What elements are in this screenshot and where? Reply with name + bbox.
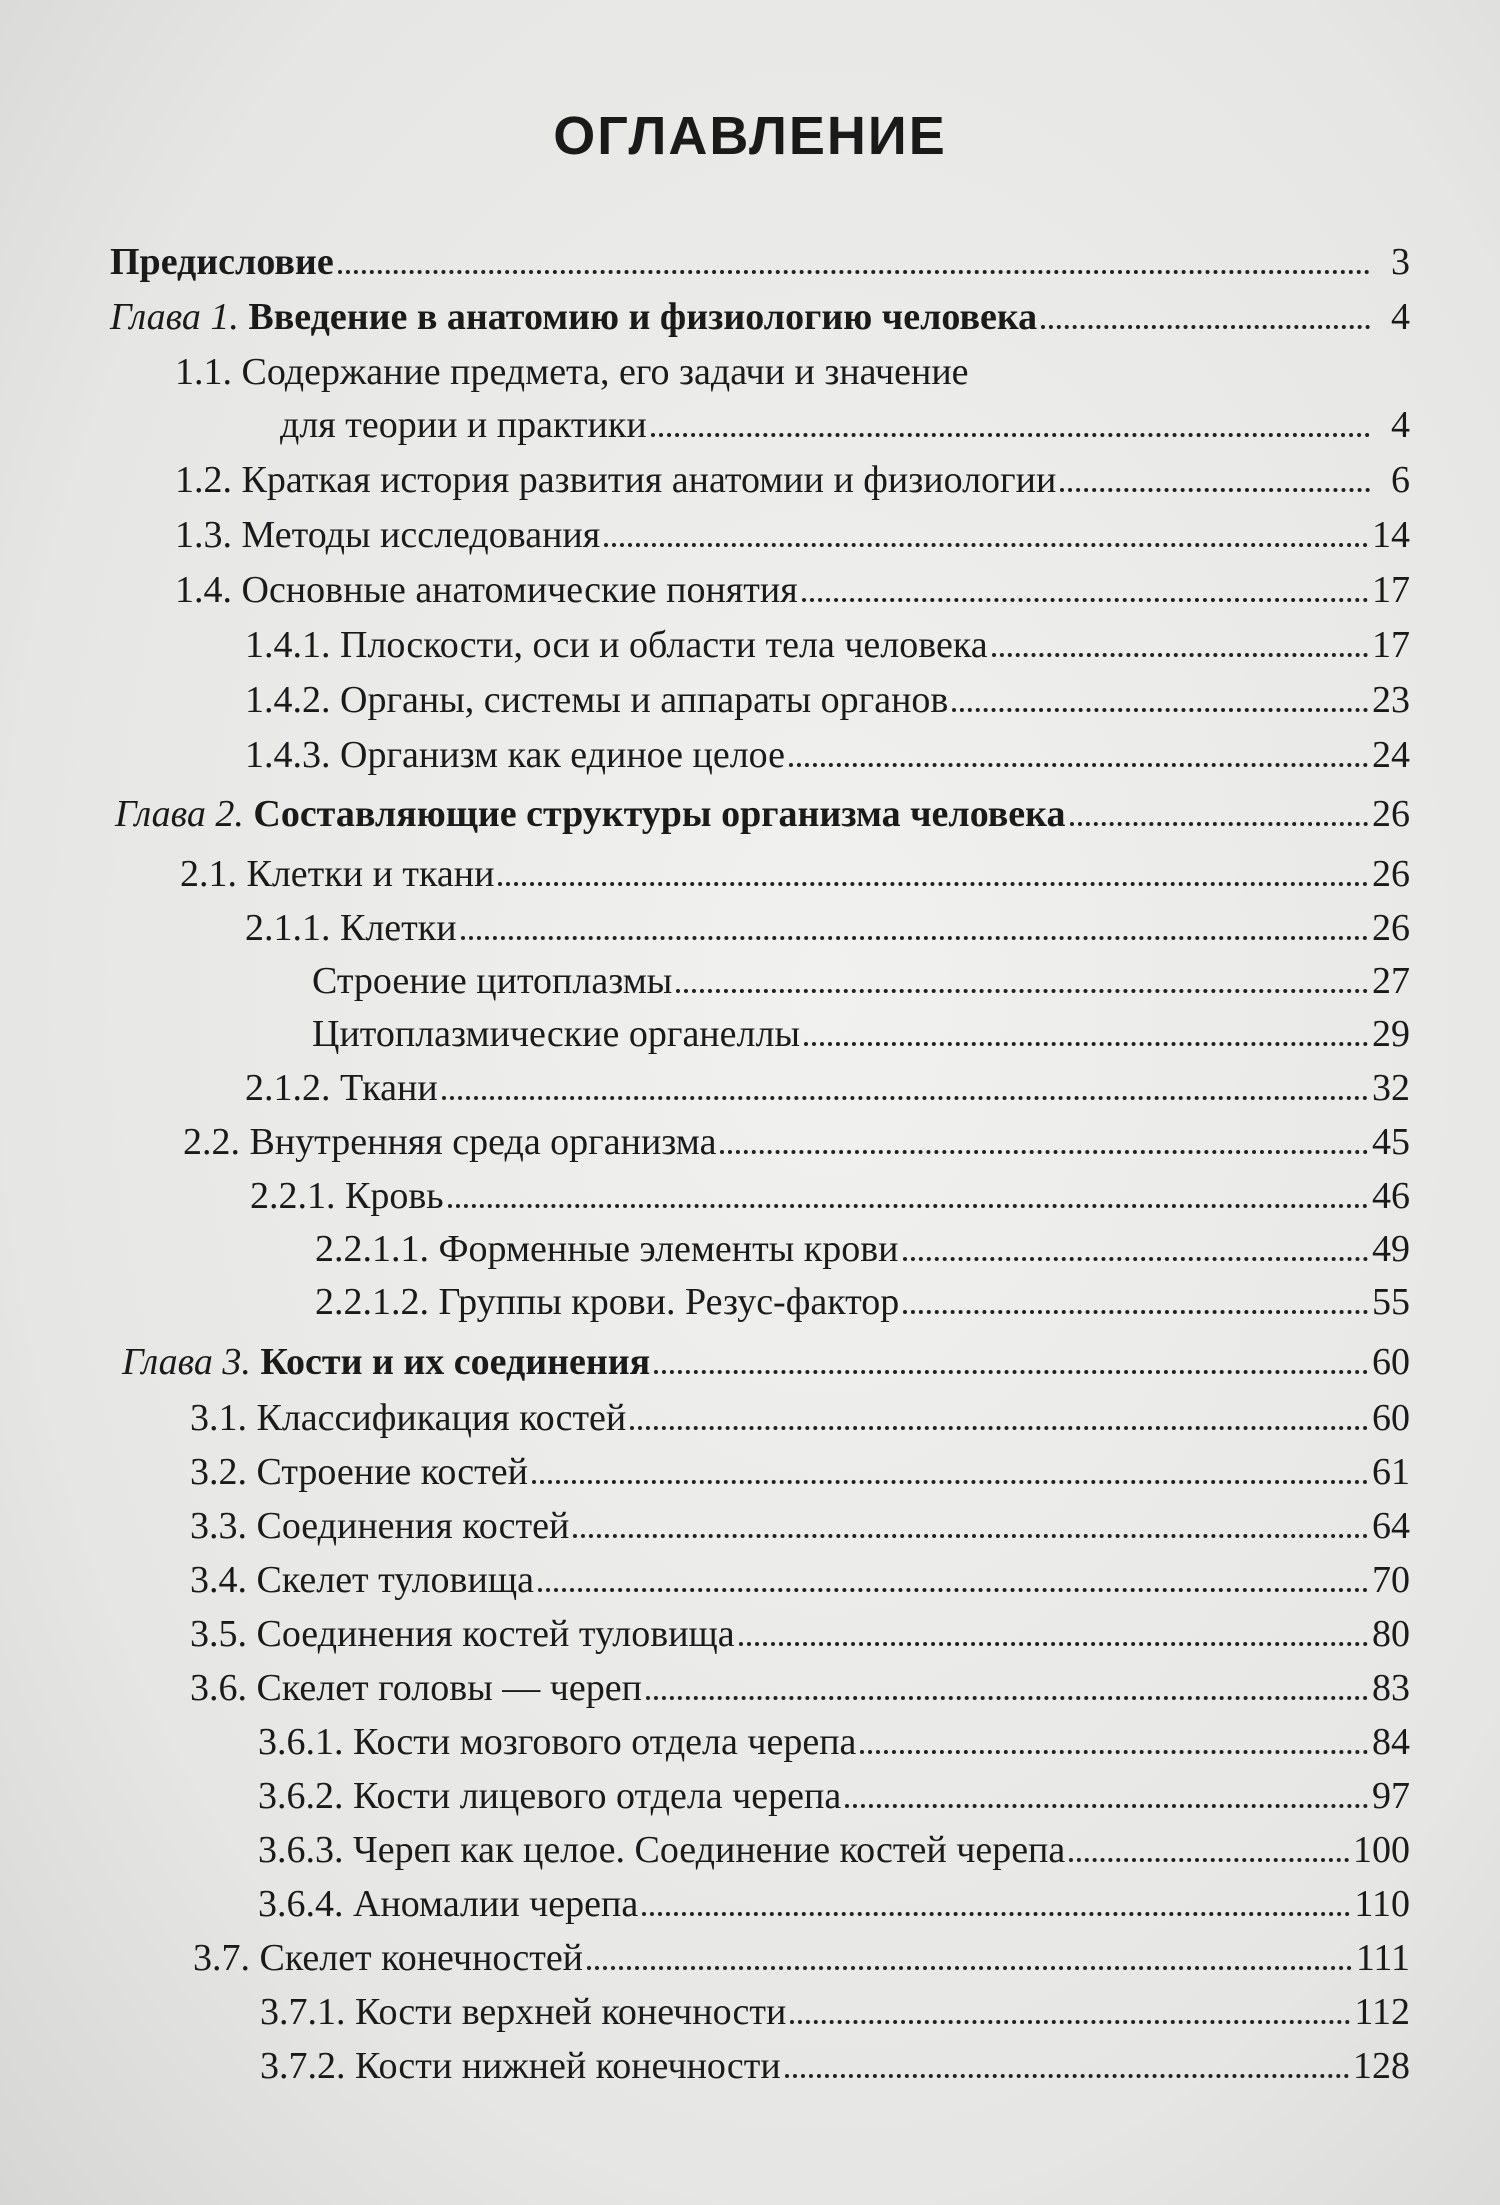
toc-entry: [312, 959, 1410, 1003]
toc-chapter-entry: [122, 1340, 1410, 1384]
leader-dots: [442, 1096, 1368, 1100]
leader-dots: [1070, 822, 1369, 826]
entry-text: 2.1.2. Ткани: [245, 1067, 438, 1109]
page-number: 84: [1372, 1721, 1410, 1763]
page-number: 4: [1391, 296, 1410, 338]
entry-text: 3.6.3. Череп как целое. Соединение костей черепа: [258, 1829, 1066, 1871]
leader-dots: [804, 1042, 1368, 1046]
leader-dots: [676, 989, 1368, 993]
page-number: 110: [1354, 1883, 1410, 1925]
leader-dots: [461, 936, 1368, 940]
entry-text: 2.2.1. Кровь: [250, 1175, 444, 1217]
leader-dots: [952, 708, 1368, 712]
page-number: 60: [1372, 1397, 1410, 1439]
page-number: 61: [1372, 1451, 1410, 1493]
toc-entry: [245, 733, 1410, 777]
page-number: 80: [1372, 1613, 1410, 1655]
entry-text: 1.4.2. Органы, системы и аппараты органов: [245, 679, 949, 721]
entry-text: 3.1. Классификация костей: [190, 1397, 627, 1439]
toc-entry: [193, 1936, 1410, 1980]
entry-text: 3.6. Скелет головы — череп: [190, 1667, 642, 1709]
entry-text-cont: для теории и практики: [280, 404, 647, 446]
entry-text: 3.3. Соединения костей: [190, 1505, 570, 1547]
leader-dots: [498, 882, 1368, 886]
page-number: 49: [1372, 1228, 1410, 1270]
entry-text: 1.2. Краткая история развития анатомии и физиологии: [175, 459, 1057, 501]
entry-text: 3.7.2. Кости нижней конечности: [260, 2045, 781, 2087]
page-number: 32: [1372, 1067, 1410, 1109]
page-number: 45: [1372, 1121, 1410, 1163]
chapter-label: Глава 2.: [115, 793, 244, 835]
toc-entry: [250, 1174, 1410, 1218]
page-number: 83: [1372, 1667, 1410, 1709]
entry-text: 3.2. Строение костей: [190, 1451, 528, 1493]
entry-text: 3.4. Скелет туловища: [190, 1559, 534, 1601]
entry-text: 1.1. Содержание предмета, его задачи и значение: [175, 351, 969, 393]
entry-text: 3.6.4. Аномалии черепа: [258, 1883, 639, 1925]
toc-entry: [315, 1280, 1410, 1324]
entry-text: Предисловие: [110, 241, 334, 283]
chapter-label: Глава 1.: [110, 296, 239, 338]
page-title: ОГЛАВЛЕНИЕ: [553, 106, 947, 166]
entry-text: Цитоплазмические органеллы: [312, 1013, 800, 1055]
leader-dots: [654, 1370, 1368, 1374]
entry-text: 1.3. Методы исследования: [175, 514, 601, 556]
toc-entry: [190, 1612, 1410, 1656]
leader-dots: [903, 1310, 1368, 1314]
page-number: 46: [1372, 1175, 1410, 1217]
toc-entry: [190, 1504, 1410, 1548]
page-number: 100: [1353, 1829, 1410, 1871]
leader-dots: [860, 1750, 1368, 1754]
leader-dots: [1060, 488, 1370, 492]
leader-dots: [845, 1804, 1368, 1808]
leader-dots: [790, 2020, 1350, 2024]
toc-entry: [258, 1882, 1410, 1926]
entry-text: 1.4. Основные анатомические понятия: [175, 569, 798, 611]
toc-entry: [190, 1666, 1410, 1710]
page-number: 97: [1372, 1775, 1410, 1817]
entry-text: 2.2.1.1. Форменные элементы крови: [315, 1228, 899, 1270]
toc-entry: [110, 240, 1410, 284]
chapter-label: Глава 3.: [122, 1341, 251, 1383]
leader-dots: [785, 2074, 1349, 2078]
leader-dots: [789, 763, 1368, 767]
entry-text: 3.5. Соединения костей туловища: [190, 1613, 735, 1655]
page-number: 27: [1372, 960, 1410, 1002]
leader-dots: [642, 1912, 1350, 1916]
leader-dots: [338, 270, 1370, 274]
entry-text: 2.1. Клетки и ткани: [180, 853, 495, 895]
toc-entry: [245, 678, 1410, 722]
page-number: 23: [1372, 679, 1410, 721]
entry-text: 1.4.3. Организм как единое целое: [245, 734, 785, 776]
toc-entry: [260, 2044, 1410, 2088]
toc-entry: [175, 568, 1410, 612]
page-number: 17: [1372, 624, 1410, 666]
toc-entry: [245, 1066, 1410, 1110]
entry-text: 3.7. Скелет конечностей: [193, 1937, 584, 1979]
chapter-title: Введение в анатомию и физиологию человека: [248, 296, 1038, 338]
page-number: 111: [1355, 1937, 1410, 1979]
toc-entry: [315, 1227, 1410, 1271]
toc-entry: [190, 1396, 1410, 1440]
leader-dots: [587, 1966, 1352, 1970]
page-number: 14: [1372, 514, 1410, 556]
page-number: 26: [1372, 907, 1410, 949]
page-number: 26: [1372, 853, 1410, 895]
toc-entry: [175, 513, 1410, 557]
entry-text: 3.6.2. Кости лицевого отдела черепа: [258, 1775, 842, 1817]
leader-dots: [573, 1534, 1368, 1538]
entry-text: 1.4.1. Плоскости, оси и области тела человека: [245, 624, 988, 666]
leader-dots: [604, 543, 1368, 547]
toc-entry-line1: [175, 350, 969, 394]
page-number: 29: [1372, 1013, 1410, 1055]
page-number: 3: [1391, 241, 1410, 283]
toc-chapter-entry: [115, 792, 1410, 836]
chapter-title: Кости и их соединения: [260, 1341, 651, 1383]
toc-entry: [180, 852, 1410, 896]
page-number: 6: [1391, 459, 1410, 501]
leader-dots: [630, 1426, 1368, 1430]
leader-dots: [538, 1588, 1368, 1592]
page-number: 17: [1372, 569, 1410, 611]
page-number: 64: [1372, 1505, 1410, 1547]
leader-dots: [903, 1257, 1368, 1261]
toc-entry: [312, 1012, 1410, 1056]
entry-text: 2.2.1.2. Группы крови. Резус-фактор: [315, 1281, 900, 1323]
entry-text: Строение цитоплазмы: [312, 960, 673, 1002]
page-number: 128: [1353, 2045, 1410, 2087]
leader-dots: [532, 1480, 1368, 1484]
toc-entry: [175, 458, 1410, 502]
entry-text: 3.6.1. Кости мозгового отдела черепа: [258, 1721, 857, 1763]
leader-dots: [739, 1642, 1368, 1646]
page-number: 70: [1372, 1559, 1410, 1601]
entry-text: 2.2. Внутренняя среда организма: [183, 1121, 717, 1163]
toc-entry: [258, 1774, 1410, 1818]
toc-entry: [260, 1990, 1410, 2034]
page-number: 112: [1354, 1991, 1410, 2033]
leader-dots: [646, 1696, 1368, 1700]
page-number: 4: [1391, 404, 1410, 446]
toc-entry: [258, 1720, 1410, 1764]
toc-entry: [190, 1450, 1410, 1494]
page-number: 60: [1372, 1341, 1410, 1383]
entry-text: 3.7.1. Кости верхней конечности: [260, 1991, 787, 2033]
leader-dots: [1069, 1858, 1349, 1862]
chapter-title: Составляющие структуры организма человека: [253, 793, 1066, 835]
toc-entry: [258, 1828, 1410, 1872]
toc-entry: [280, 403, 1410, 447]
leader-dots: [1041, 325, 1370, 329]
page-number: 24: [1372, 734, 1410, 776]
entry-text: 2.1.1. Клетки: [245, 907, 457, 949]
toc-entry: [190, 1558, 1410, 1602]
page-number: 26: [1372, 793, 1410, 835]
page-number: 55: [1372, 1281, 1410, 1323]
leader-dots: [720, 1150, 1368, 1154]
toc-chapter-entry: [110, 295, 1410, 339]
leader-dots: [992, 653, 1368, 657]
leader-dots: [802, 598, 1368, 602]
leader-dots: [448, 1204, 1368, 1208]
toc-entry: [245, 906, 1410, 950]
toc-entry: [245, 623, 1410, 667]
toc-entry: [183, 1120, 1410, 1164]
leader-dots: [651, 433, 1370, 437]
